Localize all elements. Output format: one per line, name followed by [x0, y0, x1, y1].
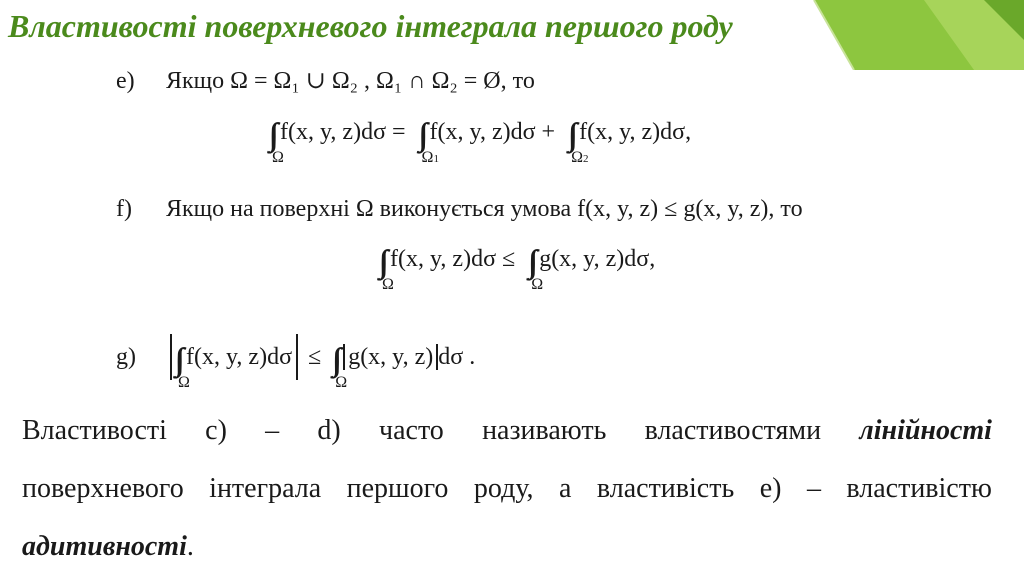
emphasis-additivity: адитивності: [22, 531, 187, 562]
prop-f-formula: Ω f(x, y, z)dσ ≤ Ω g(x, y, z)dσ,: [382, 246, 656, 293]
summary-paragraph: [22, 402, 992, 576]
abs-bar-right: [296, 334, 298, 380]
prop-e-condition: e) Якщо Ω = Ω₁ ∪ Ω₂ , Ω₁ ∩ Ω₂ = Ø, то: [116, 68, 535, 94]
slide-title: Властивості поверхневого інтеграла першого роду: [8, 8, 733, 44]
prop-e-formula: Ω f(x, y, z)dσ = Ω1 f(x, y, z)dσ + Ω2 f(x, y, z)dσ,: [272, 119, 692, 166]
corner-decoration: [784, 0, 1024, 70]
prop-g-formula: g) Ω f(x, y, z)dσ ≤ Ω g(x, y, z) dσ .: [116, 334, 475, 380]
paragraph-line-1: Властивості c) – d) часто називають властивостями лінійності: [22, 402, 992, 460]
emphasis-linearity: лінійності: [859, 415, 992, 446]
abs-bar-left: [170, 334, 172, 380]
paragraph-line-2: поверхневого інтеграла першого роду, а властивість e) – властивістю: [22, 473, 992, 504]
prop-f-condition: f) Якщо на поверхні Ω виконується умова f(x, y, z) ≤ g(x, y, z), то: [116, 196, 803, 222]
paragraph-line-3: адитивності.: [22, 531, 194, 562]
